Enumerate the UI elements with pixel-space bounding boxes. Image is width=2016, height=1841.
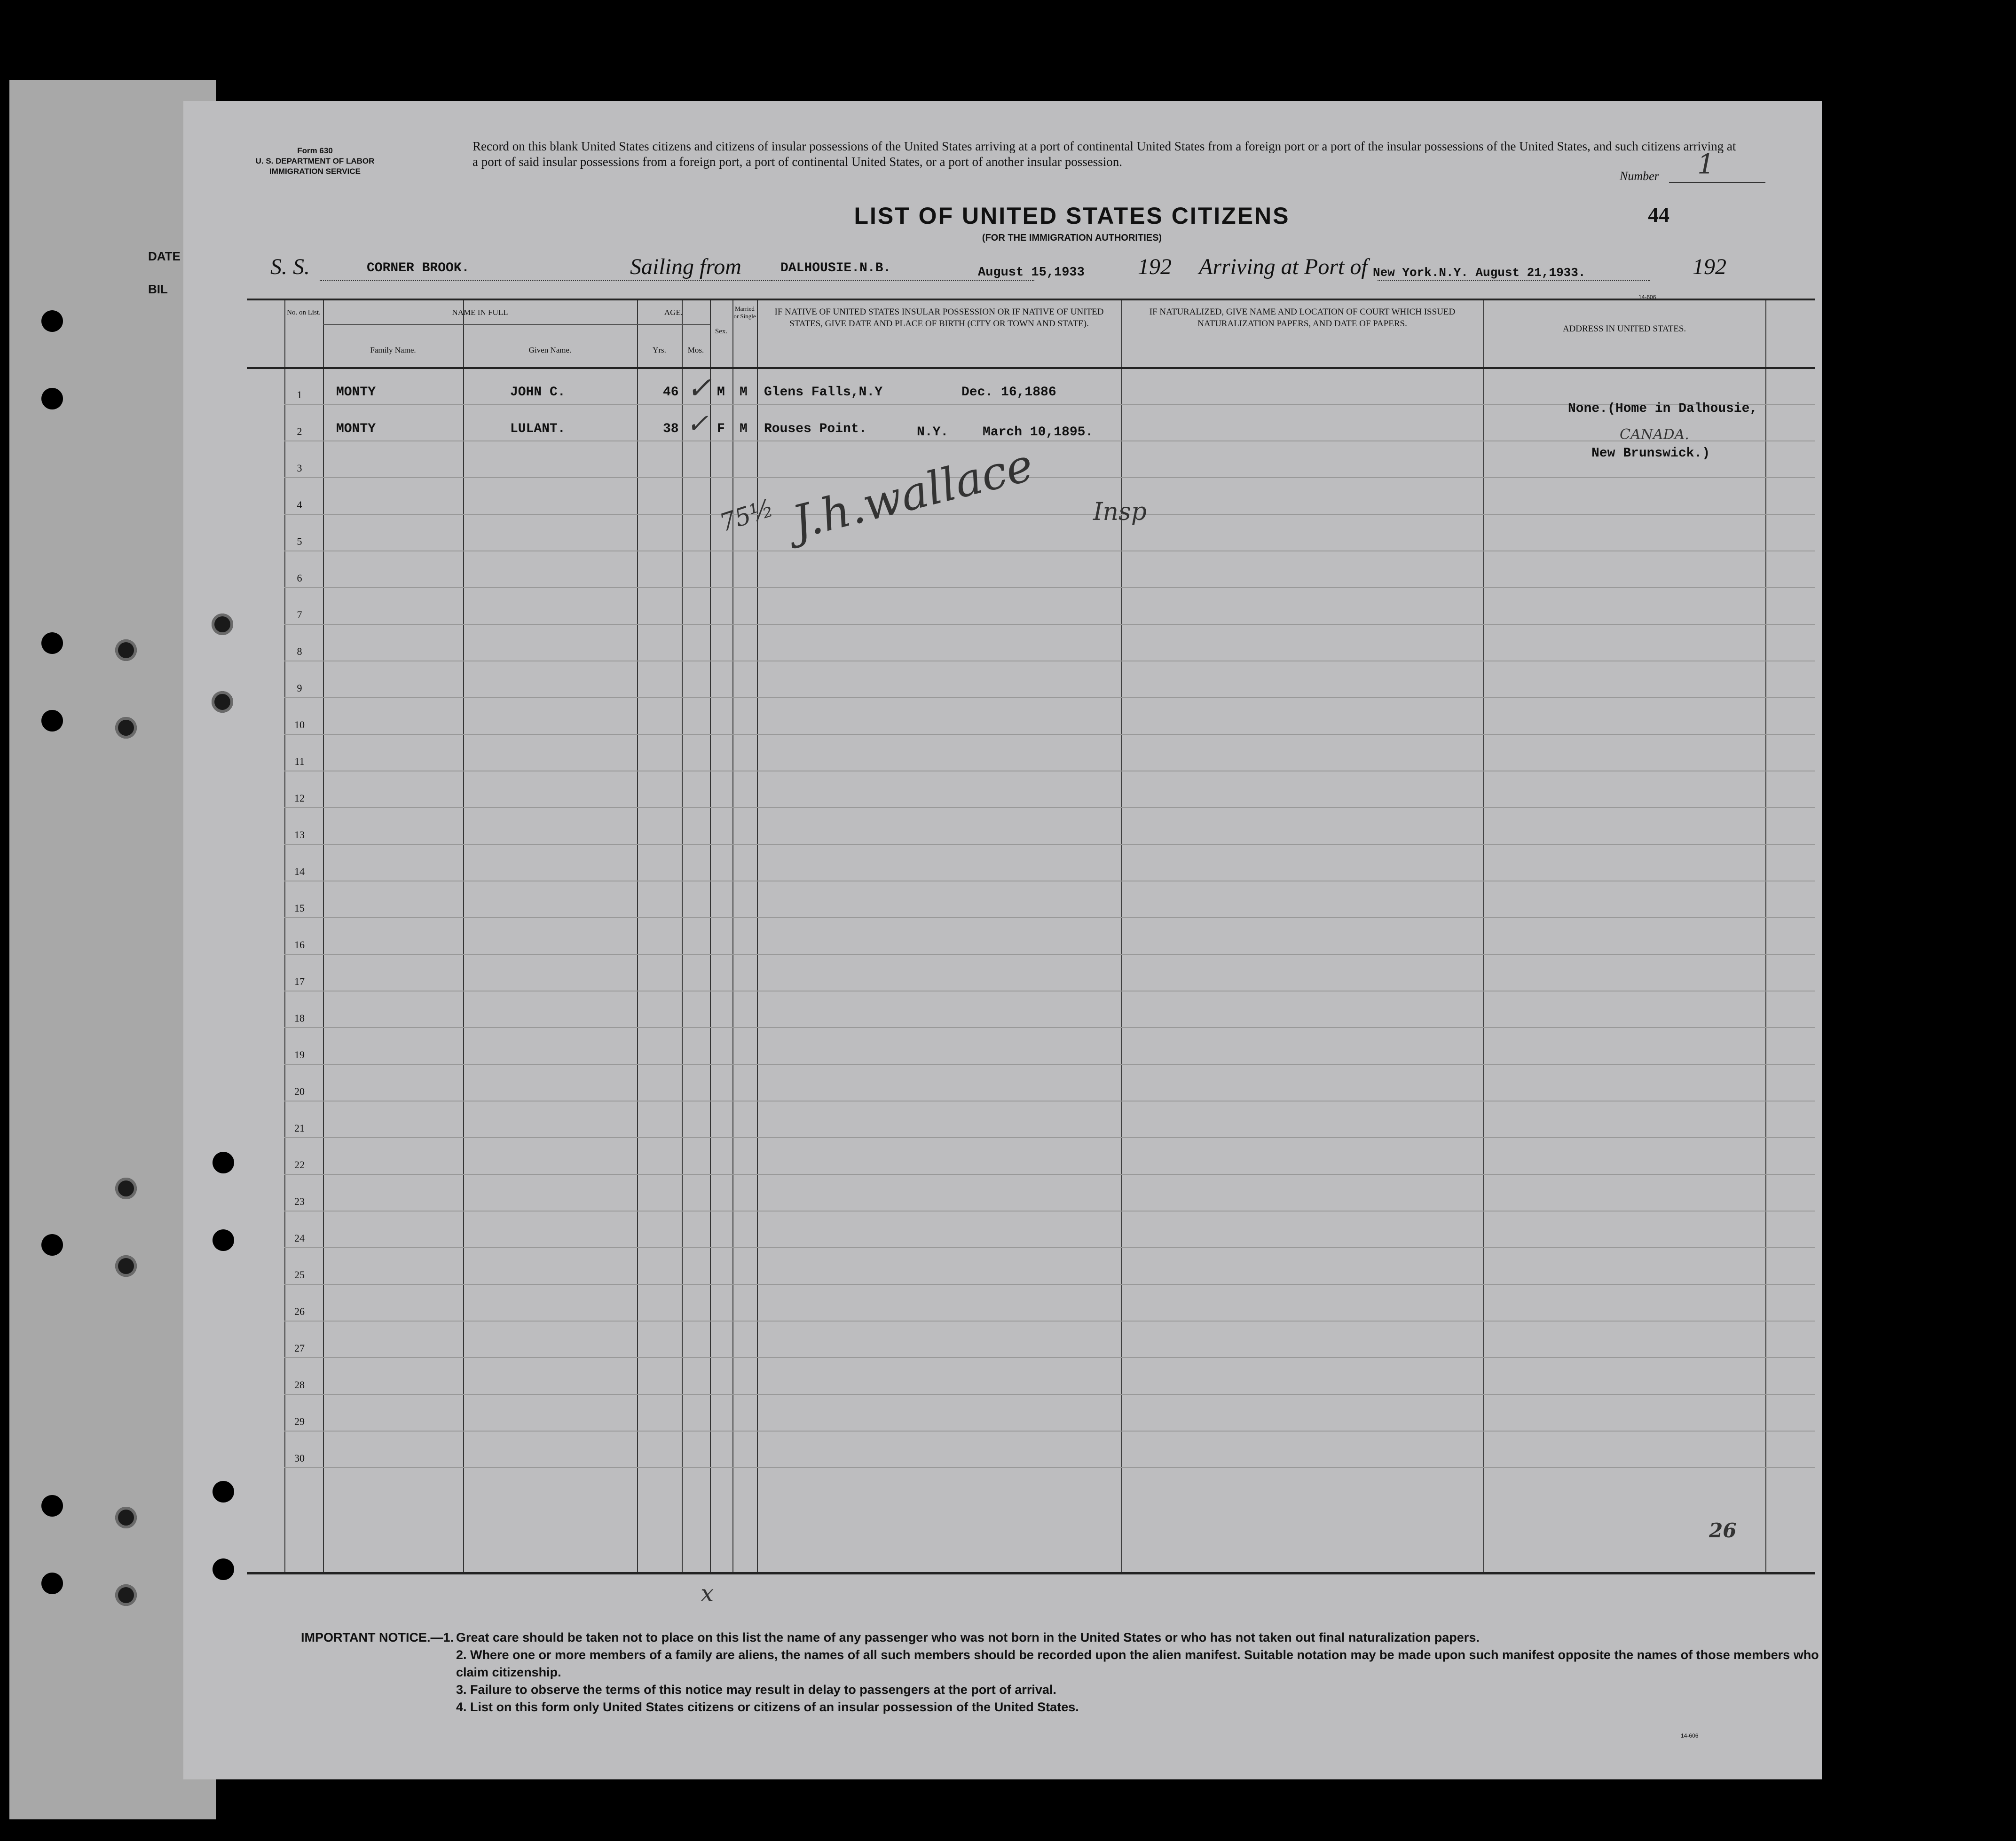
notice-item-2: 2. Where one or more members of a family are aliens, the names of all such members should be recorded upon the alien manifest. Suitable notation may be made upon such manifest opposite the names of those members who claim citizenship. — [456, 1648, 1819, 1679]
punch-hole — [41, 388, 63, 409]
col-rule — [732, 300, 733, 1572]
punch-hole — [41, 1234, 63, 1256]
vessel-name: CORNER BROOK. — [367, 261, 470, 275]
header-family-name: Family Name. — [370, 346, 416, 354]
row-number: 28 — [294, 1379, 305, 1391]
number-label: Number — [1620, 169, 1659, 183]
row-number: 16 — [294, 939, 305, 951]
header-subrule — [323, 324, 710, 325]
col-rule — [1765, 300, 1766, 1572]
row-rule — [284, 697, 1815, 698]
row-number: 12 — [294, 792, 305, 804]
row-rule — [284, 1431, 1815, 1432]
row-rule — [284, 514, 1815, 515]
row-rule — [284, 1321, 1815, 1322]
row2-check-mark: ✓ — [686, 409, 709, 439]
notice-item-3: 3. Failure to observe the terms of this notice may result in delay to passengers at the port of arrival. — [456, 1683, 1056, 1697]
header-mos: Mos. — [687, 346, 704, 354]
punch-hole — [212, 691, 233, 713]
form-code-top: 14-606 — [1638, 294, 1656, 300]
row-number: 21 — [294, 1122, 305, 1134]
punch-hole — [115, 639, 137, 661]
row-number: 20 — [294, 1086, 305, 1097]
row-rule — [284, 807, 1815, 808]
col-rule — [1483, 300, 1484, 1572]
header-naturalized: IF NATURALIZED, GIVE NAME AND LOCATION OF COURT WHICH ISSUED NATURALIZATION PAPERS, AND DATE OF PAPERS. — [1149, 307, 1456, 329]
row-number: 8 — [297, 645, 302, 657]
header-name-in-full: NAME IN FULL — [452, 308, 508, 317]
col-rule — [323, 300, 324, 1572]
row2-marital: M — [740, 422, 748, 436]
punch-hole — [41, 1495, 63, 1517]
row-number: 3 — [297, 462, 302, 474]
record-instructions: Record on this blank United States citizens and citizens of insular possessions of the United States arriving at a port of continental United States from a foreign port or a port of the insular possessions of the United States, and such citizens arriving at a port of said insular possessions from a foreign port, a port of continental United States, or a port of another insular possession. — [472, 139, 1736, 169]
row-rule — [284, 954, 1815, 955]
punch-hole — [115, 1507, 137, 1528]
header-given-name: Given Name. — [528, 346, 572, 354]
form-number: Form 630 — [297, 146, 333, 155]
col-rule — [1121, 300, 1122, 1572]
header-no-on-list: No. on List. — [287, 309, 321, 316]
row-rule — [284, 1357, 1815, 1358]
hand-note: 75½ — [716, 494, 777, 538]
row-number: 25 — [294, 1269, 305, 1281]
punch-hole — [115, 1584, 137, 1606]
row2-birth-place: Rouses Point. — [764, 422, 867, 436]
row-number: 23 — [294, 1196, 305, 1207]
row2-address: New Brunswick.) — [1591, 446, 1710, 461]
header-birth: IF NATIVE OF UNITED STATES INSULAR POSSESSION OR IF NATIVE OF UNITED STATES, GIVE DATE AND PLACE OF BIRTH (CITY OR TOWN AND STATE). — [774, 307, 1104, 329]
punch-hole — [115, 717, 137, 739]
row1-age-years: 46 — [663, 385, 679, 400]
row-rule — [284, 1174, 1815, 1175]
row-rule — [284, 624, 1815, 625]
row-number: 22 — [294, 1159, 305, 1171]
header-married-single: Married or Single — [733, 305, 756, 320]
punch-hole — [213, 1229, 234, 1251]
row1-address: None.(Home in Dalhousie, — [1568, 401, 1758, 416]
page-title: LIST OF UNITED STATES CITIZENS — [854, 203, 1290, 229]
row-rule — [284, 587, 1815, 588]
form-code-bottom: 14-606 — [1681, 1732, 1699, 1739]
row-rule — [284, 1467, 1815, 1468]
passenger-table — [247, 299, 1815, 1574]
punch-hole — [41, 632, 63, 654]
row-rule — [284, 917, 1815, 918]
manifest-form — [183, 101, 1822, 1779]
col-rule — [463, 300, 464, 1572]
row-number: 2 — [297, 425, 302, 437]
row-number: 5 — [297, 535, 302, 547]
header-yrs: Yrs. — [653, 346, 666, 354]
row1-birth-place: Glens Falls,N.Y — [764, 385, 883, 400]
row-rule — [284, 844, 1815, 845]
row2-given-name: LULANT. — [510, 422, 566, 436]
year-print-1: 192 — [1138, 254, 1172, 279]
punch-hole — [41, 310, 63, 332]
row1-given-name: JOHN C. — [510, 385, 566, 400]
punch-hole — [41, 1573, 63, 1594]
ss-label: S. S. — [270, 254, 310, 279]
row-number: 13 — [294, 829, 305, 841]
page-tally: 26 — [1709, 1519, 1737, 1542]
bottom-mark: x — [701, 1580, 714, 1607]
arriving-port: New York.N.Y. August 21,1933. — [1373, 266, 1586, 280]
row-number: 26 — [294, 1306, 305, 1317]
punch-hole — [115, 1255, 137, 1277]
punch-hole — [41, 710, 63, 732]
address-note-canada: CANADA. — [1620, 426, 1689, 443]
row-number: 29 — [294, 1416, 305, 1427]
row-number: 17 — [294, 976, 305, 987]
row1-family-name: MONTY — [336, 385, 376, 400]
row2-family-name: MONTY — [336, 422, 376, 436]
back-sheet-label-bil: BIL — [148, 282, 168, 296]
row-number: 30 — [294, 1452, 305, 1464]
row1-birth-date: Dec. 16,1886 — [961, 385, 1056, 400]
row-number: 11 — [294, 755, 305, 767]
row-number: 27 — [294, 1342, 305, 1354]
row-rule — [284, 1394, 1815, 1395]
header-age: AGE. — [664, 308, 683, 317]
sailing-date: August 15,1933 — [978, 266, 1085, 280]
inspector-signature: J.h.wallace — [787, 438, 1039, 549]
header-address: ADDRESS IN UNITED STATES. — [1562, 324, 1686, 334]
number-mark: 1 — [1697, 148, 1715, 180]
sailing-port: DALHOUSIE.N.B. — [780, 261, 891, 275]
row2-birth-state: N.Y. — [917, 425, 949, 440]
row2-sex: F — [717, 422, 725, 436]
notice-items — [456, 1629, 1834, 1716]
row-rule — [284, 734, 1815, 735]
header-bottom-rule — [247, 367, 1815, 369]
row1-check-mark: ✓ — [686, 371, 712, 406]
row-rule — [284, 1284, 1815, 1285]
page-subtitle: (FOR THE IMMIGRATION AUTHORITIES) — [982, 233, 1162, 243]
row-number: 4 — [297, 499, 302, 511]
col-rule — [682, 300, 683, 1572]
row-number: 14 — [294, 865, 305, 877]
row-number: 18 — [294, 1012, 305, 1024]
punch-hole — [213, 1558, 234, 1580]
row-number: 10 — [294, 719, 305, 731]
notice-heading: IMPORTANT NOTICE.—1. — [300, 1630, 454, 1644]
row-number: 7 — [297, 609, 302, 621]
row-number: 15 — [294, 902, 305, 914]
row-number: 1 — [297, 389, 302, 401]
punch-hole — [213, 1481, 234, 1503]
row2-age-years: 38 — [663, 422, 679, 436]
sailing-label: Sailing from — [630, 254, 741, 279]
number-line — [1669, 182, 1765, 183]
row-rule — [284, 1137, 1815, 1138]
row2-birth-date: March 10,1895. — [983, 425, 1094, 440]
col-rule — [710, 300, 711, 1572]
row-number: 6 — [297, 572, 302, 584]
row-number: 24 — [294, 1232, 305, 1244]
row-rule — [284, 1064, 1815, 1065]
notice-item-1: Great care should be taken not to place on this list the name of any passenger who was not born in the United States or who has not taken out final naturalization papers. — [456, 1630, 1480, 1644]
back-sheet-label-date: DATE — [148, 249, 181, 263]
row-rule — [284, 1027, 1815, 1028]
year-print-2: 192 — [1693, 254, 1726, 279]
header-sex: Sex. — [715, 328, 728, 335]
department-name: U. S. DEPARTMENT OF LABOR — [255, 157, 375, 165]
notice-item-4: 4. List on this form only United States citizens or citizens of an insular possession of the United States. — [456, 1700, 1079, 1714]
inspector-title: Insp — [1093, 498, 1147, 526]
col-rule — [637, 300, 638, 1572]
row-rule — [284, 1247, 1815, 1248]
row1-marital: M — [740, 385, 748, 400]
punch-hole — [212, 614, 233, 635]
row-rule — [284, 1211, 1815, 1212]
row-number: 19 — [294, 1049, 305, 1061]
row-number: 9 — [297, 682, 302, 694]
col-rule — [757, 300, 758, 1572]
list-number: 44 — [1648, 203, 1670, 227]
arriving-label: Arriving at Port of — [1199, 254, 1368, 279]
punch-hole — [213, 1152, 234, 1173]
service-name: IMMIGRATION SERVICE — [269, 167, 361, 176]
form-identification — [237, 146, 393, 177]
punch-hole — [115, 1178, 137, 1199]
row-rule — [284, 477, 1815, 478]
row1-sex: M — [717, 385, 725, 400]
